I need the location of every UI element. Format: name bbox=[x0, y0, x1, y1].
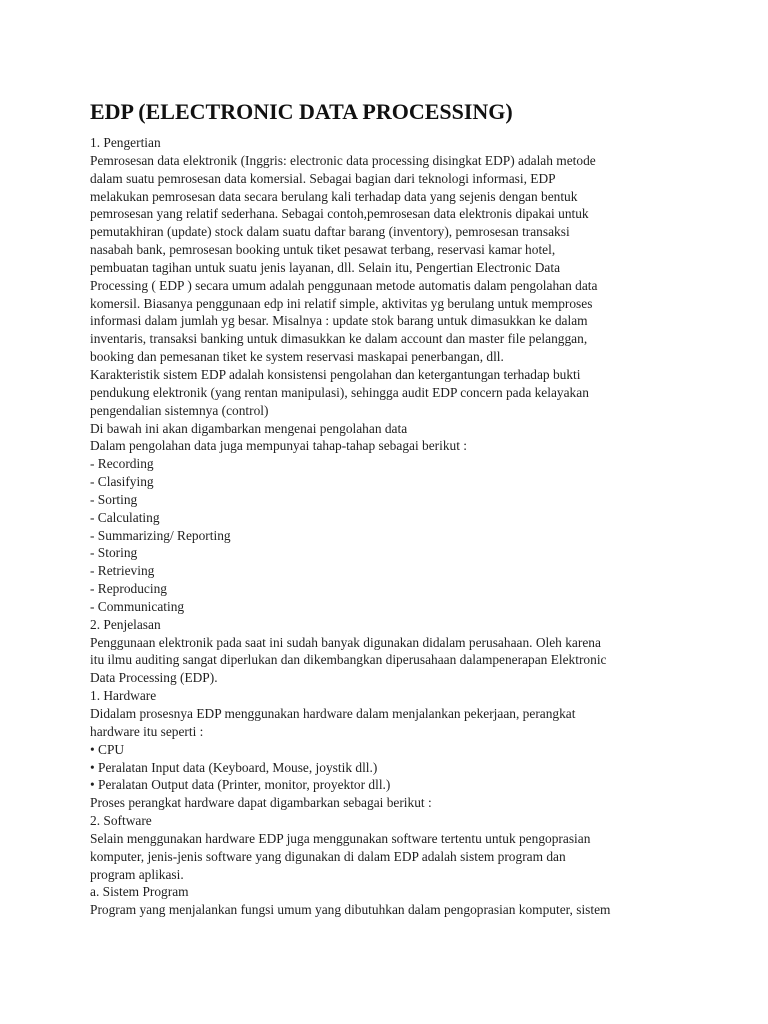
list-item: - Retrieving bbox=[90, 563, 155, 579]
text-line: Didalam prosesnya EDP menggunakan hardware dalam menjalankan pekerjaan, perangkat bbox=[90, 706, 576, 721]
document-page bbox=[90, 98, 690, 919]
text-line: pemrosesan yang relatif sederhana. Sebagai contoh,pemrosesan data elektronis dipakai untuk bbox=[90, 206, 589, 222]
document-body bbox=[90, 134, 690, 919]
text-line: a. Sistem Program bbox=[90, 884, 189, 900]
text-line: Karakteristik sistem EDP adalah konsistensi pengolahan dan ketergantungan terhadap bukti bbox=[90, 366, 581, 382]
document-title: EDP (ELECTRONIC DATA PROCESSING) bbox=[90, 99, 513, 124]
text-line: melakukan pemrosesan data secara berulang kali terhadap data yang sejenis dengan bentuk bbox=[90, 188, 578, 204]
text-line: 1. Hardware bbox=[90, 688, 157, 704]
text-line: program aplikasi. bbox=[90, 866, 184, 882]
list-item: - Reproducing bbox=[90, 581, 167, 597]
text-line: dalam suatu pemrosesan data komersial. Sebagai bagian dari teknologi informasi, EDP bbox=[90, 170, 556, 186]
text-line: komputer, jenis-jenis software yang digunakan di dalam EDP adalah sistem program dan bbox=[90, 848, 566, 864]
text-line: hardware itu seperti : bbox=[90, 723, 204, 739]
text-line: nasabah bank, pemrosesan booking untuk tiket pesawat terbang, reservasi kamar hotel, bbox=[90, 242, 556, 258]
text-line: Penggunaan elektronik pada saat ini sudah banyak digunakan didalam perusahaan. Oleh karena bbox=[90, 634, 601, 650]
text-line: pemutakhiran (update) stock dalam suatu daftar barang (inventory), pemrosesan transaksi bbox=[90, 224, 570, 240]
list-item: • Peralatan Input data (Keyboard, Mouse, joystik dll.) bbox=[90, 759, 378, 775]
list-item: • CPU bbox=[90, 741, 125, 757]
text-line: pembuatan tagihan untuk suatu jenis layanan, dll. Selain itu, Pengertian Electronic Data bbox=[90, 259, 561, 275]
text-line: pendukung elektronik (yang rentan manipulasi), sehingga audit EDP concern pada kelayakan bbox=[90, 384, 589, 400]
text-line: itu ilmu auditing sangat diperlukan dan dikembangkan diperusahaan dalampenerapan Elektronic bbox=[90, 652, 607, 668]
text-line: informasi dalam jumlah yg besar. Misalnya : update stok barang untuk dimasukkan ke dalam bbox=[90, 313, 588, 329]
list-item: - Clasifying bbox=[90, 474, 154, 490]
text-line: Di bawah ini akan digambarkan mengenai pengolahan data bbox=[90, 420, 408, 436]
text-line: booking dan pemesanan tiket ke system reservasi maskapai penerbangan, dll. bbox=[90, 349, 504, 365]
list-item: - Communicating bbox=[90, 598, 185, 614]
text-line: 1. Pengertian bbox=[90, 135, 161, 150]
text-line: 2. Software bbox=[90, 813, 152, 829]
text-line: Pemrosesan data elektronik (Inggris: electronic data processing disingkat EDP) adalah metode bbox=[90, 152, 596, 168]
text-line: 2. Penjelasan bbox=[90, 616, 161, 632]
text-line: Proses perangkat hardware dapat digambarkan sebagai berikut : bbox=[90, 795, 432, 811]
list-item: - Calculating bbox=[90, 509, 160, 525]
text-line: pengendalian sistemnya (control) bbox=[90, 402, 269, 418]
text-line: Processing ( EDP ) secara umum adalah penggunaan metode automatis dalam pengolahan data bbox=[90, 277, 598, 293]
text-line: Selain menggunakan hardware EDP juga menggunakan software tertentu untuk pengoprasian bbox=[90, 830, 591, 846]
list-item: - Storing bbox=[90, 545, 138, 561]
text-line: Program yang menjalankan fungsi umum yang dibutuhkan dalam pengoprasian komputer, sistem bbox=[90, 902, 611, 918]
text-line: Data Processing (EDP). bbox=[90, 670, 218, 686]
list-item: - Summarizing/ Reporting bbox=[90, 527, 231, 543]
text-line: komersil. Biasanya penggunaan edp ini relatif simple, aktivitas yg berulang untuk memproses bbox=[90, 295, 593, 311]
list-item: - Sorting bbox=[90, 491, 138, 507]
list-item: - Recording bbox=[90, 456, 154, 472]
text-line: inventaris, transaksi banking untuk dimasukkan ke dalam account dan master file pelanggan, bbox=[90, 331, 588, 347]
text-line: Dalam pengolahan data juga mempunyai tahap-tahap sebagai berikut : bbox=[90, 438, 468, 454]
list-item: • Peralatan Output data (Printer, monitor, proyektor dll.) bbox=[90, 777, 391, 793]
